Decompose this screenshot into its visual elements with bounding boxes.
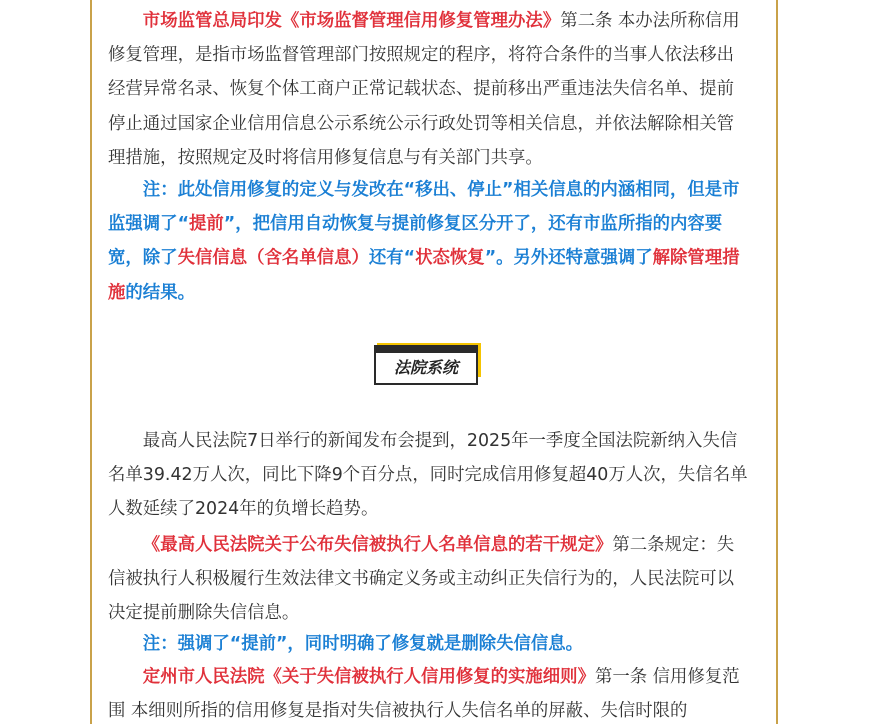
badge-label: 法院系统 — [374, 351, 478, 385]
regulation-title-dingzhou: 定州市人民法院《关于失信被执行人信用修复的实施细则》 — [142, 667, 595, 687]
note-market-regulation — [108, 173, 748, 310]
note-highlight: 状态恢复 — [415, 248, 485, 269]
note-text: 注：此处信用修复的定义与发改在“移出、停止”相关信息的内涵相同，但是市监强调了“ — [108, 180, 740, 235]
regulation-text-supreme-court: 第二条规定：失信被执行人积极履行生效法律文书确定义务或主动纠正失信行为的，人民法院可以决定提前删除失信信息。 — [108, 535, 735, 624]
note-text: 还有“ — [368, 248, 416, 269]
regulation-title-supreme-court: 《最高人民法院关于公布失信被执行人名单信息的若干规定》 — [142, 535, 613, 555]
note-court — [108, 627, 583, 661]
left-border — [90, 0, 92, 724]
regulation-text-dingzhou: 第一条 信用修复范围 本细则所指的信用修复是指对失信被执行人失信名单的屏蔽、失信时限的 — [108, 667, 740, 722]
section-badge-court-system — [371, 345, 479, 383]
paragraph-supreme-court-rule — [108, 528, 748, 631]
court-press-text: 最高人民法院7日举行的新闻发布会提到，2025年一季度全国法院新纳入失信名单39.42万人次，同比下降9个百分点，同时完成信用修复超40万人次，失信名单人数延续了2024年的负增长趋势。 — [108, 431, 748, 520]
note-text: ”。另外还特意强调了 — [484, 248, 653, 269]
regulation-text-market: 第二条 本办法所称信用修复管理，是指市场监督管理部门按照规定的程序，将符合条件的当事人依法移出经营异常名录、恢复个体工商户正常记载状态、提前移出严重违法失信名单、提前停止通过国家企业信用信息公示系统公示行政处罚等相关信息，并依法解除相关管理措施，按照规定及时将信用修复信息与有关部门共享。 — [108, 11, 740, 168]
note-text: ”，把信用自动恢复与提前修复区分开了，还有市监所指的内容要宽，除了 — [108, 214, 723, 269]
regulation-title-market: 市场监管总局印发《市场监督管理信用修复管理办法》 — [142, 11, 561, 31]
right-border — [776, 0, 778, 724]
note-text: ”，同时明确了修复就是删除失信信息。 — [275, 634, 584, 654]
note-highlight: 失信信息（含名单信息） — [177, 248, 369, 269]
note-text: 的结果。 — [125, 282, 195, 303]
paragraph-dingzhou-court — [108, 660, 748, 728]
paragraph-market-regulation — [108, 4, 748, 175]
note-highlight: 提前 — [189, 214, 224, 235]
note-text: 提前 — [241, 634, 276, 654]
paragraph-court-press — [108, 424, 748, 527]
note-highlight: 解除管理措施 — [108, 248, 740, 303]
note-text: 注：强调了“ — [142, 634, 242, 654]
